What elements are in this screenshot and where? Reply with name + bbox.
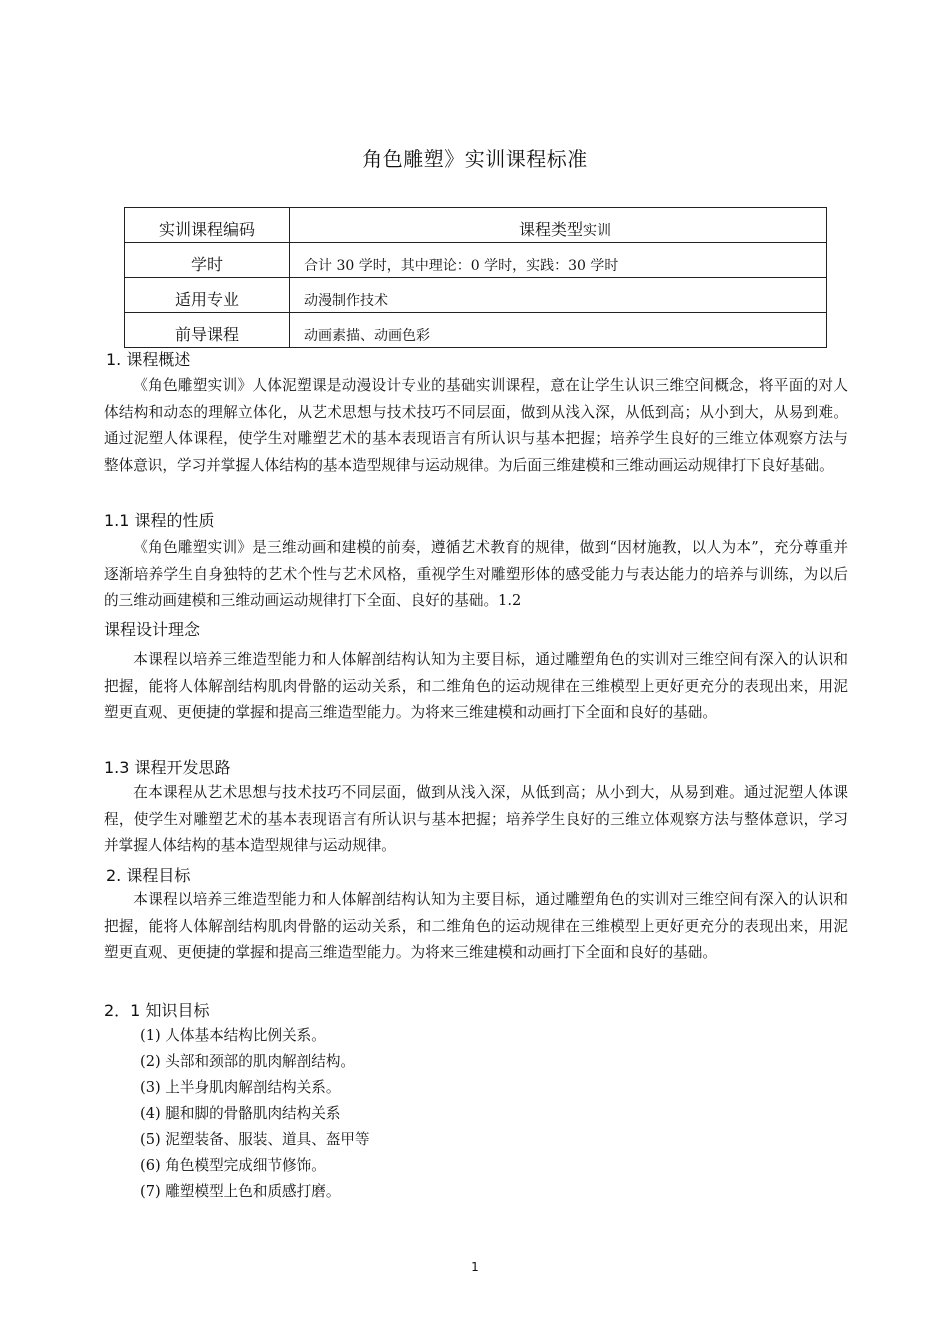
course-info-table bbox=[124, 207, 827, 348]
section-heading: 课程设计理念 bbox=[104, 620, 201, 639]
list-item: (1) 人体基本结构比例关系。 bbox=[140, 1027, 326, 1044]
course-code-label: 实训课程编码 bbox=[125, 208, 290, 243]
list-item: (4) 腿和脚的骨骼肌肉结构关系 bbox=[140, 1105, 341, 1122]
section-paragraph: 《角色雕塑实训》人体泥塑课是动漫设计专业的基础实训课程，意在让学生认识三维空间概念，将平面的对人体结构和动态的理解立体化，从艺术思想与技术技巧不同层面，做到从浅入深，从低到高；从小到大，从易到难。通过泥塑人体课程，使学生对雕塑艺术的基本表现语言有所认识与基本把握；培养学生良好的三维立体观察方法与整体意识，学习并掌握人体结构的基本造型规律与运动规律。为后面三维建模和三维动画运动规律打下良好基础。 bbox=[104, 377, 848, 475]
document-title: 角色雕塑》实训课程标准 bbox=[362, 147, 588, 171]
list-item: (7) 雕塑模型上色和质感打磨。 bbox=[140, 1183, 341, 1200]
section-heading: 1.3 课程开发思路 bbox=[104, 758, 231, 777]
section-paragraph: 《角色雕塑实训》是三维动画和建模的前奏，遵循艺术教育的规律，做到“因材施教，以人为本”，充分尊重并逐渐培养学生自身独特的艺术个性与艺术风格，重视学生对雕塑形体的感受能力与表达能力的培养与训练，为以后的三维动画建模和三维动画运动规律打下全面、良好的基础。1.2 bbox=[104, 539, 848, 610]
list-item: (6) 角色模型完成细节修饰。 bbox=[140, 1157, 326, 1174]
course-type-label: 课程类型 bbox=[518, 220, 583, 239]
course-type-cell bbox=[290, 208, 827, 243]
table-row bbox=[125, 208, 827, 243]
list-item: (3) 上半身肌肉解剖结构关系。 bbox=[140, 1079, 341, 1096]
table-row bbox=[125, 243, 827, 278]
table-row bbox=[125, 278, 827, 313]
section-paragraph: 在本课程从艺术思想与技术技巧不同层面，做到从浅入深，从低到高；从小到大，从易到难。通过泥塑人体课程，使学生对雕塑艺术的基本表现语言有所认识与基本把握；培养学生良好的三维立体观察方法与整体意识，学习并掌握人体结构的基本造型规律与运动规律。 bbox=[104, 784, 848, 855]
hours-value: 合计 30 学时，其中理论：0 学时，实践：30 学时 bbox=[290, 243, 827, 278]
section-heading: 1. 课程概述 bbox=[106, 350, 191, 369]
page-number: 1 bbox=[471, 1260, 479, 1274]
section-heading: 1.1 课程的性质 bbox=[104, 511, 215, 530]
major-label: 适用专业 bbox=[125, 278, 290, 313]
major-value: 动漫制作技术 bbox=[290, 278, 827, 313]
section-heading: 2. 课程目标 bbox=[106, 866, 191, 885]
course-type-value: 实训 bbox=[583, 223, 611, 239]
prereq-label: 前导课程 bbox=[125, 313, 290, 348]
list-item: (5) 泥塑装备、服装、道具、盔甲等 bbox=[140, 1131, 370, 1148]
list-item: (2) 头部和颈部的肌肉解剖结构。 bbox=[140, 1053, 356, 1070]
knowledge-goals-list bbox=[140, 1023, 370, 1205]
section-paragraph: 本课程以培养三维造型能力和人体解剖结构认知为主要目标，通过雕塑角色的实训对三维空间有深入的认识和把握，能将人体解剖结构肌肉骨骼的运动关系，和二维角色的运动规律在三维模型上更好更充分的表现出来，用泥塑更直观、更便捷的掌握和提高三维造型能力。为将来三维建模和动画打下全面和良好的基础。 bbox=[104, 891, 848, 962]
section-paragraph: 本课程以培养三维造型能力和人体解剖结构认知为主要目标，通过雕塑角色的实训对三维空间有深入的认识和把握，能将人体解剖结构肌肉骨骼的运动关系，和二维角色的运动规律在三维模型上更好更充分的表现出来，用泥塑更直观、更便捷的掌握和提高三维造型能力。为将来三维建模和动画打下全面和良好的基础。 bbox=[104, 651, 848, 722]
table-row bbox=[125, 313, 827, 348]
section-heading: 2．1 知识目标 bbox=[104, 1001, 210, 1020]
hours-label: 学时 bbox=[125, 243, 290, 278]
prereq-value: 动画素描、动画色彩 bbox=[290, 313, 827, 348]
